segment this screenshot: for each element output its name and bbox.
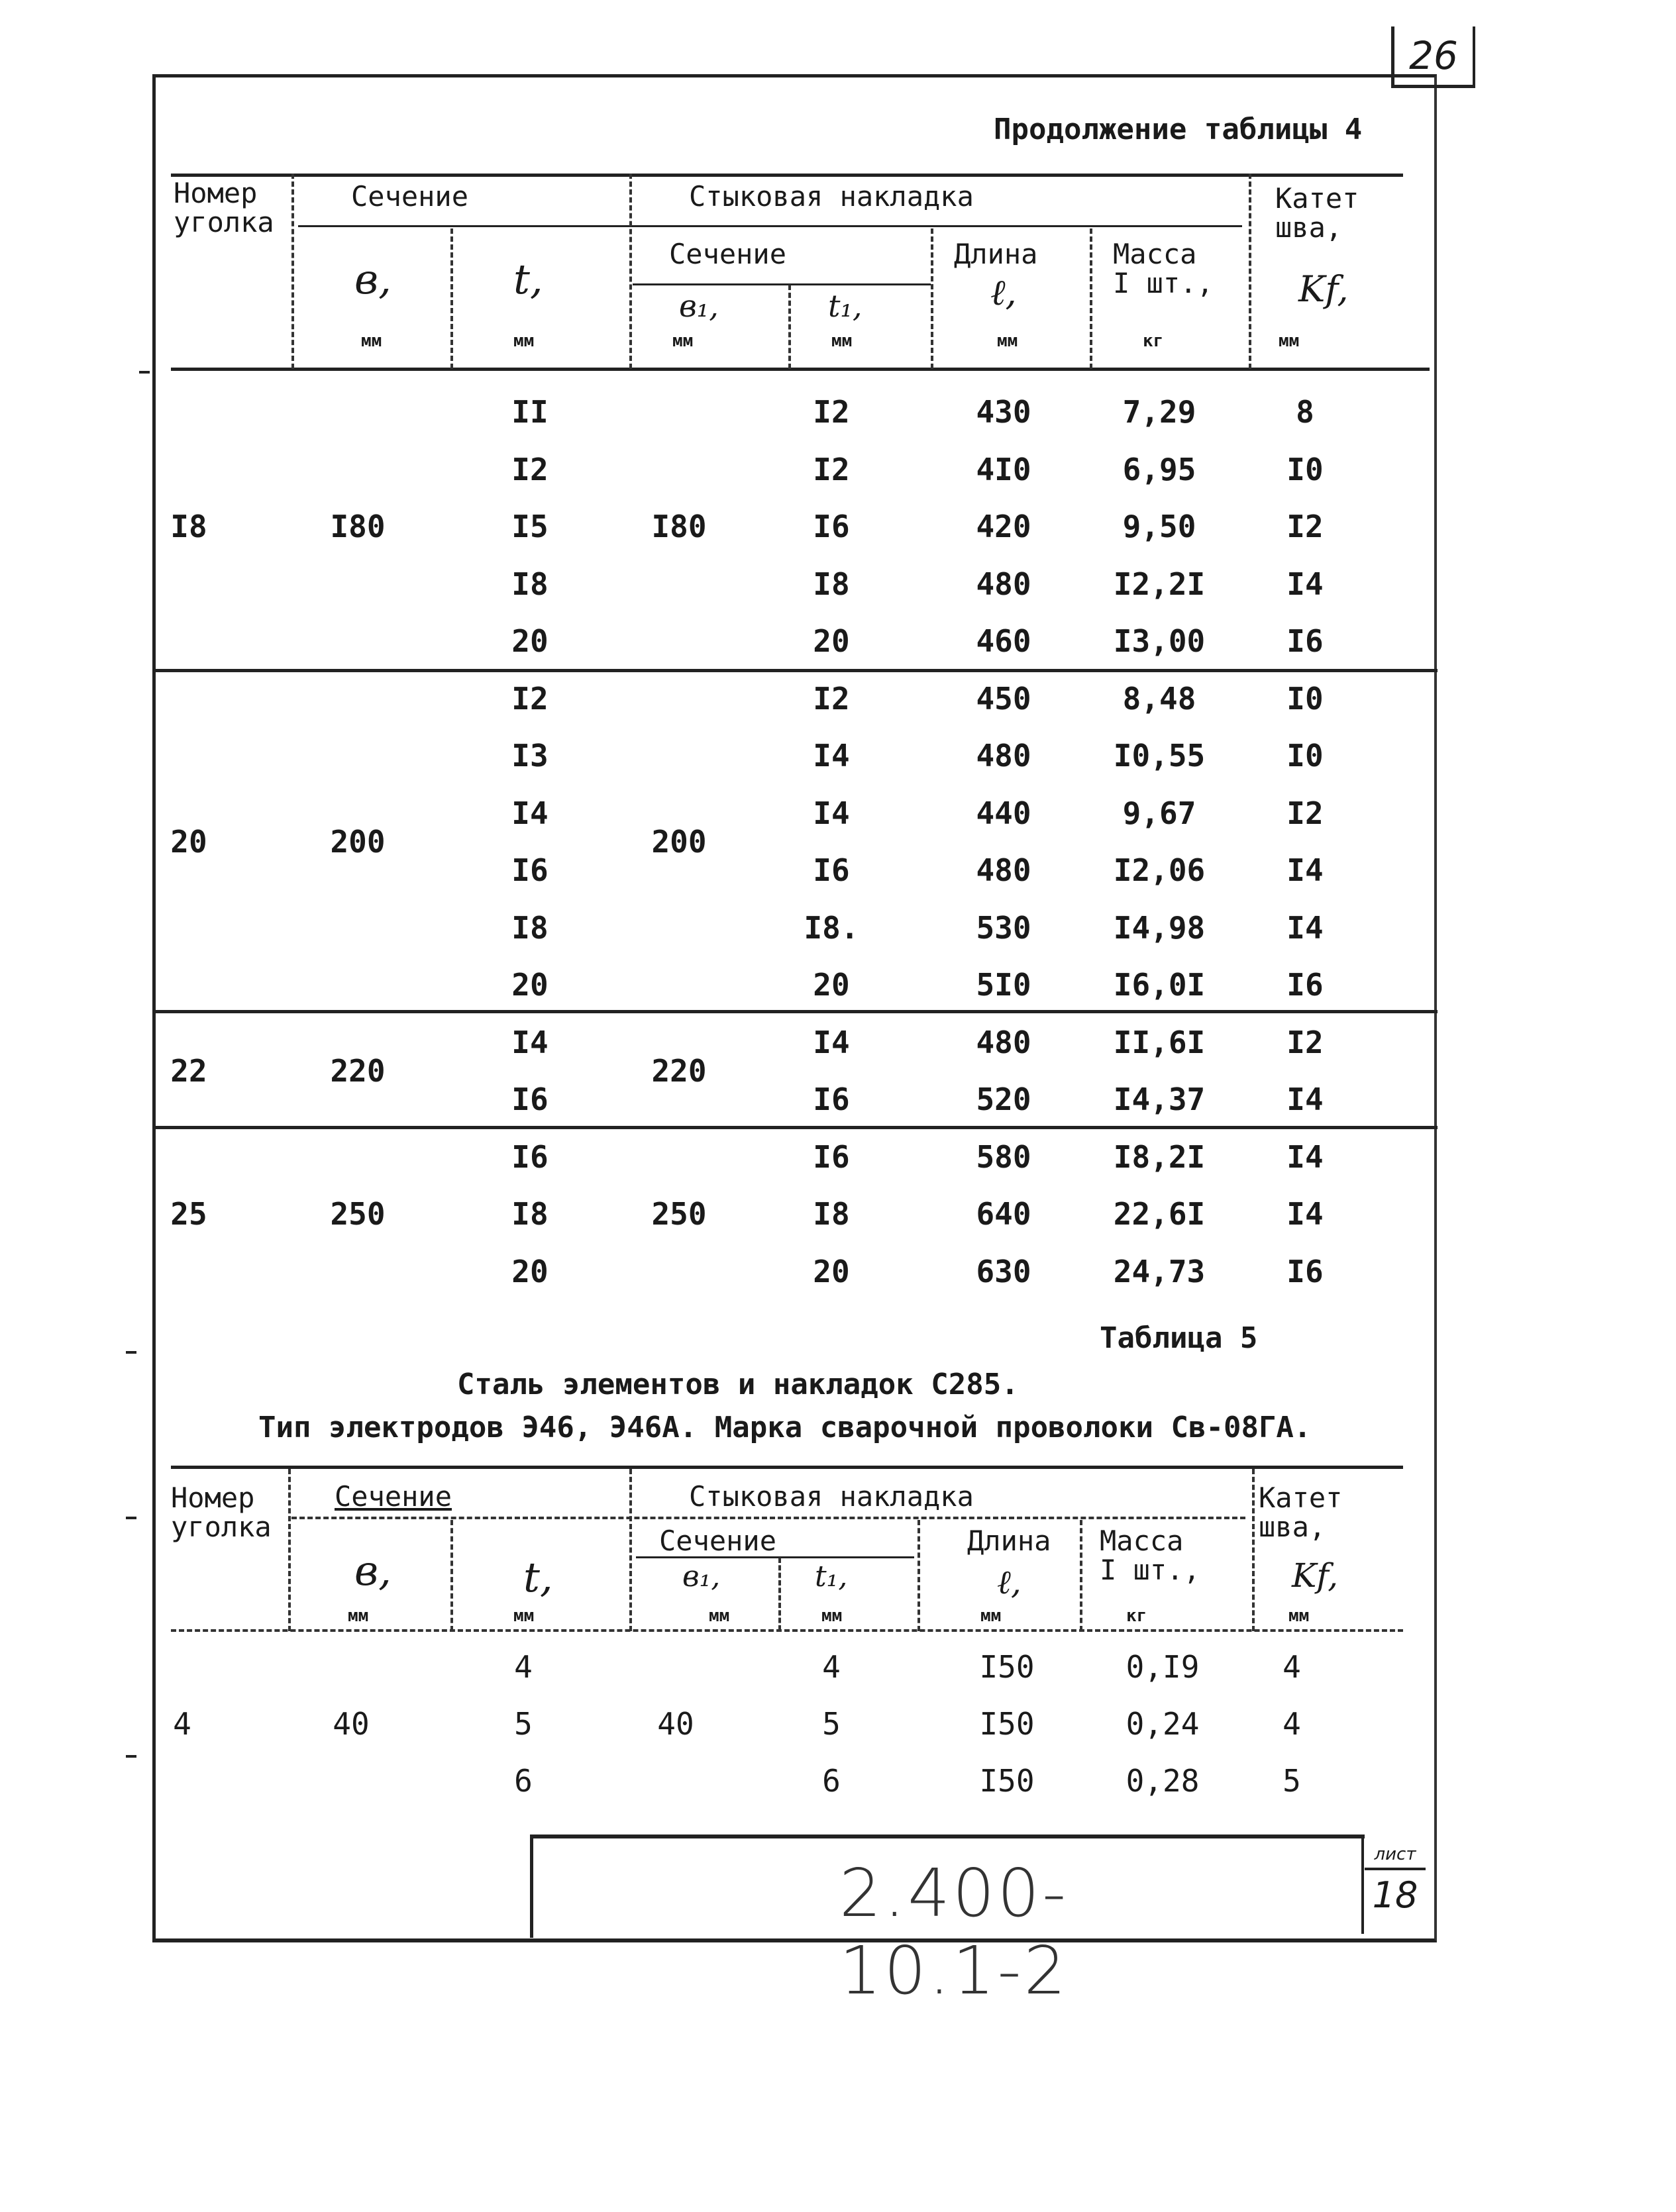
header-weld-leg: Катет шва, bbox=[1259, 1482, 1343, 1543]
cell-weld-leg: I6 bbox=[1286, 623, 1324, 659]
table5-header-bottom-rule bbox=[171, 1629, 1403, 1632]
cell-mass: I6,0I bbox=[1113, 967, 1206, 1003]
cell-t1: I2 bbox=[813, 680, 850, 717]
cell-mass: 9,67 bbox=[1122, 795, 1196, 831]
cell-mass: 6,95 bbox=[1122, 451, 1196, 487]
header-length: Длина bbox=[967, 1525, 1051, 1557]
cell-mass: I2,2I bbox=[1113, 566, 1206, 602]
unit-mm: мм bbox=[1279, 331, 1300, 351]
cell-b1: 200 bbox=[651, 823, 707, 860]
cell-angle-number: I8 bbox=[170, 509, 207, 544]
cell-mass: 0,I9 bbox=[1126, 1649, 1200, 1685]
cell-t1: I4 bbox=[813, 738, 850, 774]
unit-mm: мм bbox=[831, 331, 853, 351]
header-plate-section: Сечение bbox=[659, 1525, 777, 1557]
cell-length: 640 bbox=[976, 1196, 1031, 1232]
cell-b: I80 bbox=[330, 509, 386, 544]
cell-t: I2 bbox=[511, 680, 549, 717]
cell-length: 480 bbox=[976, 566, 1031, 602]
header-plate-section: Сечение bbox=[669, 238, 787, 270]
cell-length: 420 bbox=[976, 509, 1031, 544]
cell-length: I50 bbox=[979, 1706, 1035, 1742]
cell-t1: I8. bbox=[804, 909, 859, 946]
cell-weld-leg: I4 bbox=[1286, 1196, 1324, 1232]
table4-group-rule bbox=[156, 1126, 1438, 1129]
cell-length: 5I0 bbox=[976, 967, 1031, 1003]
cell-length: 530 bbox=[976, 909, 1031, 946]
cell-t: I2 bbox=[511, 451, 549, 487]
cell-t: 20 bbox=[511, 1253, 549, 1289]
cell-length: 630 bbox=[976, 1253, 1031, 1289]
table5-col-divider bbox=[917, 1520, 920, 1631]
table4-col-divider bbox=[1090, 228, 1092, 369]
cell-length: 460 bbox=[976, 623, 1031, 659]
table5-title-line2: Тип электродов Э46, Э46А. Марка сварочной проволоки Св-08ГА. bbox=[258, 1411, 1312, 1444]
header-mass: Масса I шт., bbox=[1100, 1525, 1200, 1586]
table4-col-divider bbox=[1249, 174, 1251, 369]
header-section: Сечение bbox=[351, 180, 469, 213]
cell-weld-leg: I2 bbox=[1286, 795, 1324, 831]
table5-col-divider bbox=[1252, 1469, 1255, 1631]
cell-mass: II,6I bbox=[1113, 1024, 1206, 1060]
table5-col-divider bbox=[1080, 1520, 1082, 1631]
cell-t: I5 bbox=[511, 509, 549, 544]
cell-t1: I6 bbox=[813, 509, 850, 544]
cell-t: I8 bbox=[511, 909, 549, 946]
cell-t: 5 bbox=[514, 1706, 533, 1742]
cell-t1: 20 bbox=[813, 967, 850, 1003]
table5-col-divider bbox=[450, 1520, 453, 1631]
cell-weld-leg: I0 bbox=[1286, 451, 1324, 487]
unit-mm: мм bbox=[672, 331, 694, 351]
cell-b1: I80 bbox=[651, 509, 707, 544]
cell-b: 40 bbox=[333, 1706, 370, 1742]
cell-weld-leg: I4 bbox=[1286, 1138, 1324, 1175]
cell-b: 200 bbox=[330, 823, 386, 860]
cell-t1: 5 bbox=[822, 1706, 841, 1742]
cell-weld-leg: I2 bbox=[1286, 509, 1324, 544]
cell-mass: 24,73 bbox=[1113, 1253, 1206, 1289]
sheet-label: лист bbox=[1365, 1841, 1426, 1870]
cell-weld-leg: I2 bbox=[1286, 1024, 1324, 1060]
cell-b: 220 bbox=[330, 1052, 386, 1089]
cell-weld-leg: 4 bbox=[1283, 1706, 1301, 1742]
header-mass: Масса I шт., bbox=[1113, 238, 1214, 299]
cell-t1: I4 bbox=[813, 1024, 850, 1060]
table4-col-divider bbox=[629, 174, 632, 369]
cell-t: I4 bbox=[511, 1024, 549, 1060]
table5-title-line1: Сталь элементов и накладок С285. bbox=[457, 1368, 1019, 1401]
unit-mm: мм bbox=[513, 1606, 535, 1626]
cell-t1: I4 bbox=[813, 795, 850, 831]
cell-length: 440 bbox=[976, 795, 1031, 831]
unit-mm: мм bbox=[980, 1606, 1002, 1626]
margin-tick bbox=[126, 1517, 136, 1519]
cell-length: 430 bbox=[976, 394, 1031, 430]
cell-mass: 22,6I bbox=[1113, 1196, 1206, 1232]
table5-header-rule bbox=[291, 1517, 1245, 1519]
cell-b1: 40 bbox=[657, 1706, 694, 1742]
cell-t: I6 bbox=[511, 852, 549, 888]
cell-mass: I4,98 bbox=[1113, 909, 1206, 946]
cell-angle-number: 22 bbox=[170, 1052, 207, 1089]
margin-tick bbox=[139, 371, 150, 374]
sheet-number: 18 bbox=[1372, 1874, 1418, 1916]
header-t-symbol: t, bbox=[513, 255, 543, 303]
cell-mass: 8,48 bbox=[1122, 680, 1196, 717]
cell-angle-number: 20 bbox=[170, 823, 207, 860]
table4-header-rule bbox=[298, 225, 1242, 227]
cell-t1: 20 bbox=[813, 623, 850, 659]
table4-col-divider bbox=[450, 228, 453, 369]
cell-mass: I2,06 bbox=[1113, 852, 1206, 888]
cell-length: 480 bbox=[976, 1024, 1031, 1060]
table4-subheader-rule bbox=[633, 283, 931, 285]
header-b-symbol: в, bbox=[354, 1546, 392, 1595]
cell-length: 4I0 bbox=[976, 451, 1031, 487]
cell-mass: 0,28 bbox=[1126, 1763, 1200, 1799]
cell-t: I8 bbox=[511, 566, 549, 602]
header-kf-symbol: Kf, bbox=[1298, 268, 1349, 310]
header-angle-number: Номер уголка bbox=[174, 177, 274, 238]
cell-length: 520 bbox=[976, 1081, 1031, 1117]
cell-t1: I8 bbox=[813, 1196, 850, 1232]
table4-group-rule bbox=[156, 1010, 1438, 1013]
header-length: Длина bbox=[954, 238, 1038, 270]
cell-weld-leg: I0 bbox=[1286, 738, 1324, 774]
cell-mass: 7,29 bbox=[1122, 394, 1196, 430]
table5-col-divider bbox=[629, 1469, 632, 1631]
cell-length: I50 bbox=[979, 1649, 1035, 1685]
cell-weld-leg: I4 bbox=[1286, 1081, 1324, 1117]
header-weld-leg: Катет шва, bbox=[1275, 182, 1359, 244]
header-joint-plate: Стыковая накладка bbox=[689, 1480, 974, 1513]
cell-angle-number: 4 bbox=[173, 1706, 191, 1742]
unit-mm: мм bbox=[513, 331, 535, 351]
cell-length: 480 bbox=[976, 738, 1031, 774]
cell-weld-leg: I6 bbox=[1286, 967, 1324, 1003]
unit-mm: мм bbox=[821, 1606, 843, 1626]
cell-weld-leg: 5 bbox=[1283, 1763, 1301, 1799]
unit-mm: мм bbox=[361, 331, 382, 351]
unit-kg: кг bbox=[1143, 331, 1164, 351]
cell-t1: I8 bbox=[813, 566, 850, 602]
cell-t1: 4 bbox=[822, 1649, 841, 1685]
cell-mass: 0,24 bbox=[1126, 1706, 1200, 1742]
cell-mass: I4,37 bbox=[1113, 1081, 1206, 1117]
cell-t: I6 bbox=[511, 1138, 549, 1175]
cell-t: II bbox=[511, 394, 549, 430]
cell-t1: I2 bbox=[813, 394, 850, 430]
header-kf-symbol: Kf, bbox=[1292, 1556, 1338, 1595]
cell-weld-leg: I4 bbox=[1286, 566, 1324, 602]
unit-mm: мм bbox=[997, 331, 1018, 351]
table4-top-rule bbox=[171, 174, 1403, 177]
cell-b: 250 bbox=[330, 1196, 386, 1232]
header-b-symbol: в, bbox=[354, 255, 392, 303]
header-l-symbol: ℓ, bbox=[990, 272, 1017, 313]
cell-t1: I6 bbox=[813, 1081, 850, 1117]
cell-t: I6 bbox=[511, 1081, 549, 1117]
unit-kg: кг bbox=[1126, 1606, 1147, 1626]
table5-top-rule bbox=[171, 1466, 1403, 1469]
page-number: 26 bbox=[1391, 26, 1475, 88]
cell-t: 20 bbox=[511, 623, 549, 659]
cell-b1: 250 bbox=[651, 1196, 707, 1232]
unit-mm: мм bbox=[1288, 1606, 1310, 1626]
cell-weld-leg: 8 bbox=[1296, 394, 1314, 430]
cell-b1: 220 bbox=[651, 1052, 707, 1089]
margin-tick bbox=[126, 1755, 136, 1758]
header-angle-number: Номер уголка bbox=[171, 1482, 272, 1543]
table4-caption: Продолжение таблицы 4 bbox=[994, 113, 1363, 146]
cell-t1: I6 bbox=[813, 1138, 850, 1175]
table4-col-divider bbox=[291, 174, 294, 369]
table5-label: Таблица 5 bbox=[1100, 1321, 1258, 1355]
table4-col-divider bbox=[931, 228, 933, 369]
unit-mm: мм bbox=[709, 1606, 730, 1626]
cell-t: I4 bbox=[511, 795, 549, 831]
cell-length: 580 bbox=[976, 1138, 1031, 1175]
margin-tick bbox=[126, 1351, 136, 1354]
header-l-symbol: ℓ, bbox=[997, 1563, 1021, 1601]
cell-t1: I6 bbox=[813, 852, 850, 888]
cell-weld-leg: I0 bbox=[1286, 680, 1324, 717]
table5-col-divider bbox=[288, 1469, 291, 1631]
cell-length: I50 bbox=[979, 1763, 1035, 1799]
table5-col-divider bbox=[778, 1558, 781, 1631]
cell-weld-leg: I4 bbox=[1286, 909, 1324, 946]
header-b1-symbol: в₁, bbox=[682, 1560, 721, 1593]
table4-col-divider bbox=[788, 285, 791, 369]
table4-group-rule bbox=[156, 669, 1438, 672]
document-code: 2.400-10.1-2 bbox=[839, 1854, 1069, 2009]
cell-length: 450 bbox=[976, 680, 1031, 717]
cell-mass: I0,55 bbox=[1113, 738, 1206, 774]
cell-t: I3 bbox=[511, 738, 549, 774]
cell-mass: I8,2I bbox=[1113, 1138, 1206, 1175]
cell-angle-number: 25 bbox=[170, 1196, 207, 1232]
header-joint-plate: Стыковая накладка bbox=[689, 180, 974, 213]
header-t1-symbol: t₁, bbox=[828, 288, 863, 324]
cell-weld-leg: I4 bbox=[1286, 852, 1324, 888]
cell-length: 480 bbox=[976, 852, 1031, 888]
header-t-symbol: t, bbox=[523, 1553, 553, 1601]
cell-weld-leg: 4 bbox=[1283, 1649, 1301, 1685]
header-section: Сечение bbox=[335, 1480, 452, 1513]
table4-header-bottom-rule bbox=[171, 368, 1430, 371]
header-t1-symbol: t₁, bbox=[815, 1560, 848, 1593]
cell-t: 6 bbox=[514, 1763, 533, 1799]
cell-t1: 6 bbox=[822, 1763, 841, 1799]
cell-t1: I2 bbox=[813, 451, 850, 487]
cell-t1: 20 bbox=[813, 1253, 850, 1289]
header-b1-symbol: в₁, bbox=[679, 288, 719, 324]
cell-weld-leg: I6 bbox=[1286, 1253, 1324, 1289]
cell-mass: 9,50 bbox=[1122, 509, 1196, 544]
cell-mass: I3,00 bbox=[1113, 623, 1206, 659]
unit-mm: мм bbox=[348, 1606, 369, 1626]
cell-t: I8 bbox=[511, 1196, 549, 1232]
cell-t: 4 bbox=[514, 1649, 533, 1685]
cell-t: 20 bbox=[511, 967, 549, 1003]
